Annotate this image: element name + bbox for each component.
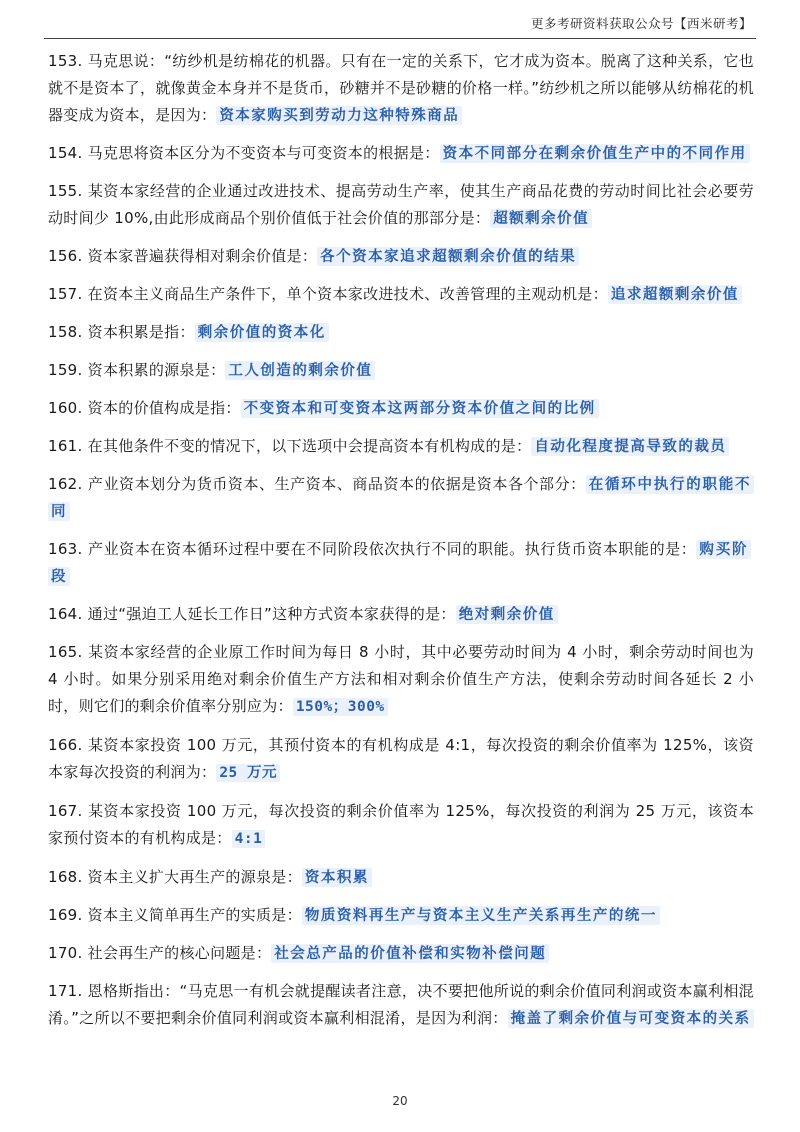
question-text: 160. 资本的价值构成是指： [48,399,241,417]
question-170 [48,940,754,967]
question-text: 171. 恩格斯指出：“马克思一有机会就提醒读者注意，决不要把他所说的剩余价值同利润或资本赢利相混淆。”之所以不要把剩余价值同利润或资本赢利相混淆，是因为利润： [48,982,754,1027]
answer-text: 绝对剩余价值 [456,605,558,624]
question-text: 169. 资本主义简单再生产的实质是： [48,906,302,924]
question-167 [48,798,754,853]
question-text: 153. 马克思说：“纺纱机是纺棉花的机器。只有在一定的关系下，它才成为资本。脱离了这种关系，它也就不是资本了，就像黄金本身并不是货币，砂糖并不是砂糖的价格一样。”纺纱机之所以能够从纺棉花的机器变成为资本，是因为： [48,52,754,124]
page-header: 更多考研资料获取公众号【西米研考】 [530,16,752,31]
question-text: 162. 产业资本划分为货币资本、生产资本、商品资本的依据是资本各个部分： [48,475,586,493]
question-text: 163. 产业资本在资本循环过程中要在不同阶段依次执行不同的职能。执行货币资本职能的是： [48,540,697,558]
question-list [48,48,754,1043]
answer-text: 资本不同部分在剩余价值生产中的不同作用 [440,144,750,163]
question-171 [48,978,754,1032]
answer-text: 各个资本家追求超额剩余价值的结果 [317,247,579,266]
answer-text: 超额剩余价值 [490,209,592,228]
question-text: 170. 社会再生产的核心问题是： [48,944,272,962]
question-text: 165. 某资本家经营的企业原工作时间为每日 8 小时，其中必要劳动时间为 4 小时，剩余劳动时间也为 4 小时。如果分别采用绝对剩余价值生产方法和相对剩余价值生产方法，使剩余劳动时间各延长 2 小时，则它们的剩余价值率分别应为： [48,643,754,715]
question-161 [48,433,754,460]
question-158 [48,319,754,346]
answer-text: 自动化程度提高导致的裁员 [531,437,729,456]
question-156 [48,243,754,270]
question-166 [48,732,754,787]
question-text: 164. 通过“强迫工人延长工作日”这种方式资本家获得的是： [48,605,456,623]
question-text: 155. 某资本家经营的企业通过改进技术、提高劳动生产率，使其生产商品花费的劳动时间比社会必要劳动时间少 10%,由此形成商品个别价值低于社会价值的那部分是： [48,182,754,227]
question-159 [48,357,754,384]
answer-text: 150%；300% [293,698,388,716]
question-163 [48,536,754,590]
answer-text: 资本家购买到劳动力这种特殊商品 [216,106,462,125]
answer-text: 工人创造的剩余价值 [225,361,375,380]
question-154 [48,140,754,167]
question-text: 168. 资本主义扩大再生产的源泉是： [48,868,302,886]
answer-text: 不变资本和可变资本这两部分资本价值之间的比例 [241,399,599,418]
question-168 [48,864,754,891]
answer-text: 物质资料再生产与资本主义生产关系再生产的统一 [302,906,660,925]
answer-text: 掩盖了剩余价值与可变资本的关系 [508,1009,754,1028]
answer-text: 25 万元 [216,764,280,782]
question-text: 156. 资本家普遍获得相对剩余价值是： [48,247,318,265]
question-text: 158. 资本积累是指： [48,323,195,341]
answer-text: 4:1 [232,830,266,848]
question-text: 154. 马克思将资本区分为不变资本与可变资本的根据是： [48,144,440,162]
question-text: 161. 在其他条件不变的情况下，以下选项中会提高资本有机构成的是： [48,437,532,455]
question-155 [48,178,754,232]
answer-text: 社会总产品的价值补偿和实物补偿问题 [271,944,549,963]
question-164 [48,601,754,628]
question-157 [48,281,754,308]
question-160 [48,395,754,422]
answer-text: 追求超额剩余价值 [608,285,742,304]
question-153 [48,48,754,129]
question-162 [48,471,754,525]
answer-text: 剩余价值的资本化 [195,323,329,342]
answer-text: 购买阶段 [48,540,751,586]
answer-text: 资本积累 [302,868,372,887]
page-number: 20 [392,1094,408,1108]
question-text: 166. 某资本家投资 100 万元，其预付资本的有机构成是 4:1，每次投资的剩余价值率为 125%，该资本家每次投资的利润为： [48,736,754,781]
question-text: 159. 资本积累的源泉是： [48,361,226,379]
question-165 [48,639,754,721]
question-169 [48,902,754,929]
answer-text: 在循环中执行的职能不同 [48,475,754,521]
question-text: 157. 在资本主义商品生产条件下，单个资本家改进技术、改善管理的主观动机是： [48,285,608,303]
header-divider [44,38,756,39]
question-text: 167. 某资本家投资 100 万元，每次投资的剩余价值率为 125%，每次投资的利润为 25 万元，该资本家预付资本的有机构成是： [48,802,754,847]
